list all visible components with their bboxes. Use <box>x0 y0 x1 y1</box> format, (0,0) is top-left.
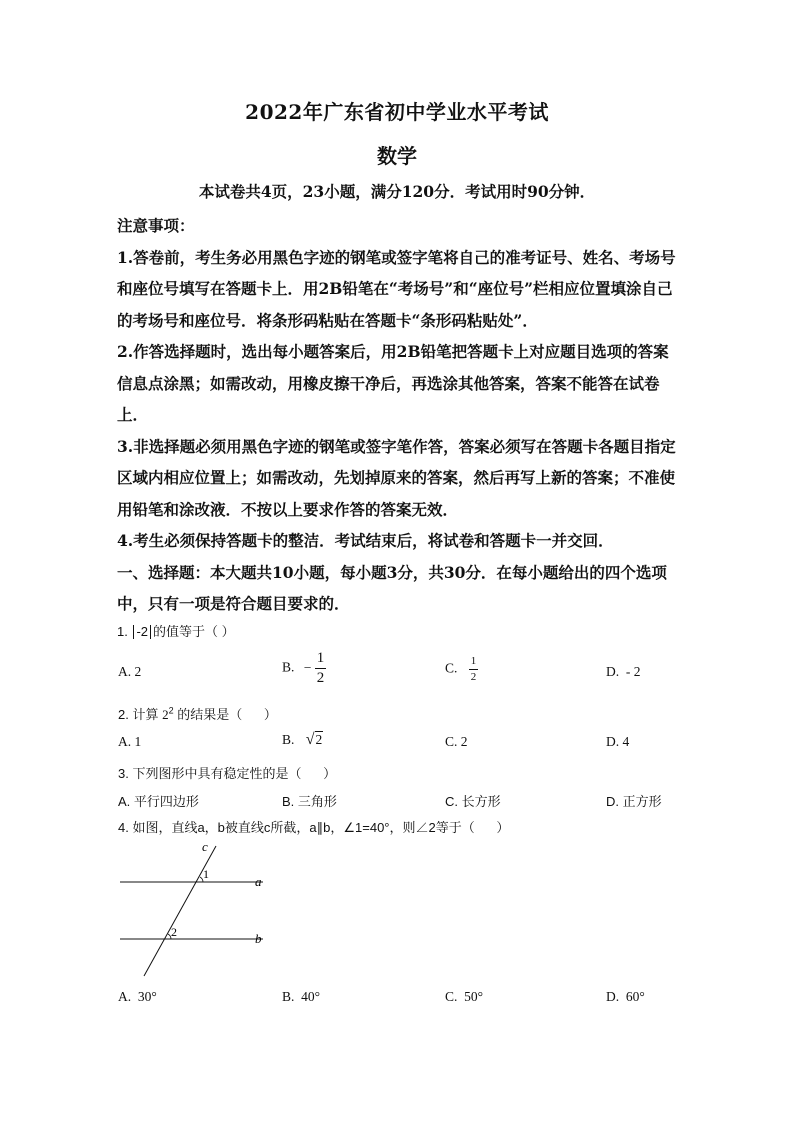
line-c <box>144 846 216 976</box>
angle-2-label: 2 <box>171 925 177 939</box>
question-number: 1. <box>117 624 128 639</box>
q3-option-c: C. 长方形 <box>445 794 501 809</box>
q4-option-d: D. 60° <box>606 989 645 1004</box>
angle-1-label: 1 <box>203 867 209 881</box>
label-a: a <box>255 874 262 889</box>
q1-option-a: A. 2 <box>118 664 142 679</box>
q3-option-a: A. 平行四边形 <box>118 794 199 809</box>
question-2-stem: 2. 计算 $2^2$ 的结果是（ ） <box>118 705 277 722</box>
q3-option-d: D. 正方形 <box>606 794 662 809</box>
instruction-2: 2.作答选择题时，选出每小题答案后，用2B铅笔把答题卡上对应题目选项的答案信息点涂黑；如需改动，用橡皮擦干净后，再选涂其他答案，答案不能答在试卷上． <box>117 342 669 424</box>
q2-option-b: B. √2 <box>282 731 323 748</box>
instruction-3: 3.非选择题必须用黑色字迹的钢笔或签字笔作答，答案必须写在答题卡各题目指定区域内相应位置上；如需改动，先划掉原来的答案，然后再写上新的答案；不准使用铅笔和涂改液．不按以上要求作答的答案无效． <box>117 436 676 519</box>
instruction-4: 4.考生必须保持答题卡的整洁．考试结束后，将试卷和答题卡一并交回． <box>117 531 614 550</box>
q1-option-b: B. − $\frac{1}{2}$ <box>282 650 325 686</box>
question-3-stem: 3. 下列图形中具有稳定性的是（ ） <box>118 766 337 781</box>
q2-option-a: A. 1 <box>118 734 142 749</box>
exam-meta: 本试卷共4页，23小题，满分120分．考试用时90分钟． <box>198 182 596 201</box>
instruction-1: 1.答卷前，考生务必用黑色字迹的钢笔或签字笔将自己的准考证号、姓名、考场号和座位号填写在答题卡上．用2B铅笔在“考场号”和“座位号”栏相应位置填涂自己的考场号和座位号．将条形码粘贴在答题卡“条形码粘贴处”． <box>117 247 676 330</box>
q2-option-d: D. 4 <box>606 734 630 749</box>
q4-option-c: C. 50° <box>445 989 484 1004</box>
instructions <box>117 210 677 620</box>
question-4-stem: 4. 如图，直线a，b被直线c所截，a∥b，∠1=40°，则∠2等于（ ） <box>118 820 510 835</box>
label-c: c <box>202 840 208 854</box>
question-1-stem: 1. -2 的值等于（ ） <box>117 624 235 639</box>
section-heading: 一、选择题：本大题共10小题，每小题3分，共30分．在每小题给出的四个选项中，只有一项是符合题目要求的． <box>117 562 667 613</box>
exam-subject: 数学 <box>377 144 417 168</box>
instructions-heading: 注意事项： <box>117 216 195 235</box>
parallel-lines-figure <box>118 840 278 980</box>
q4-option-b: B. 40° <box>282 989 321 1004</box>
label-b: b <box>255 931 262 946</box>
q1-option-d: D. - 2 <box>606 664 641 679</box>
exam-title: 2022年广东省初中学业水平考试 <box>245 100 549 124</box>
q3-option-b: B. 三角形 <box>282 794 337 809</box>
fraction: $\frac{1}{2}$ <box>470 655 477 683</box>
fraction: $\frac{1}{2}$ <box>316 650 325 686</box>
square-root: √2 <box>305 731 323 748</box>
q1-option-c: C. $\frac{1}{2}$ <box>445 655 477 683</box>
q4-option-a: A. 30° <box>118 989 157 1004</box>
absolute-value: -2 <box>133 625 151 639</box>
q2-option-c: C. 2 <box>445 734 468 749</box>
